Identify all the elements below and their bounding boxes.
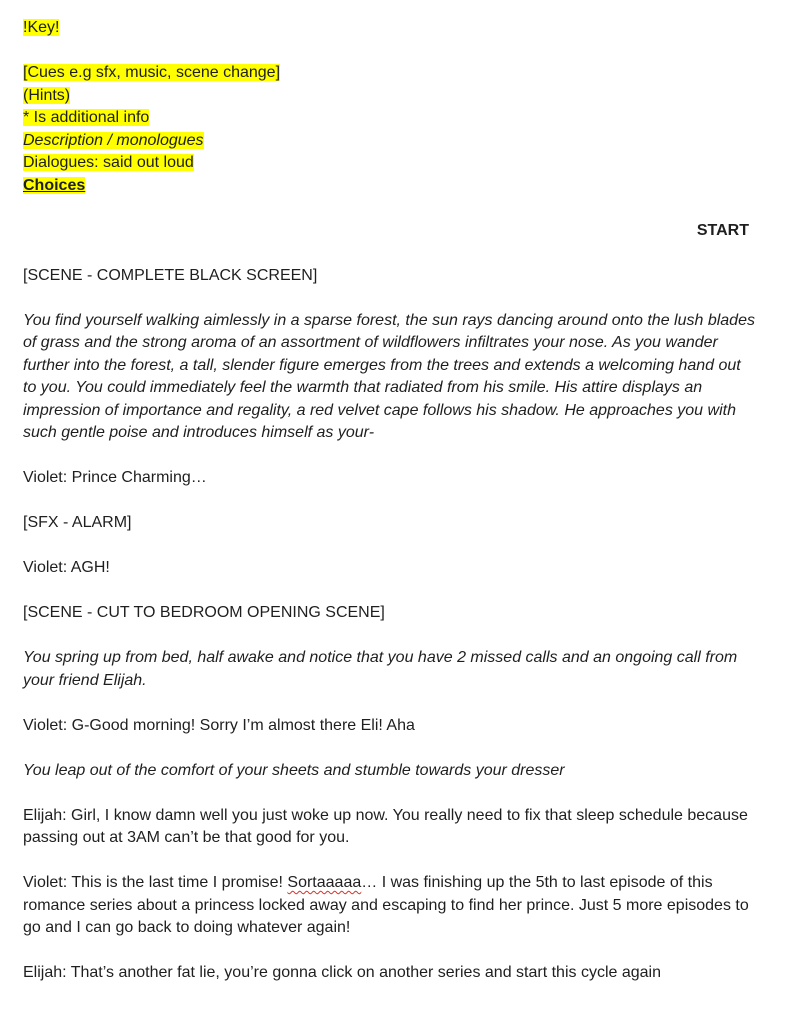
key-item-dialogues: [23, 152, 755, 175]
spacer: [23, 940, 755, 963]
key-item-additional-info-text: * Is additional info: [23, 109, 150, 126]
key-item-choices: [23, 175, 755, 198]
key-item-description-text: Description / monologues: [23, 131, 204, 149]
key-item-cues: [23, 62, 755, 85]
dialogue-text-after: … I was finishing up the 5th to last episode of this romance series about a princess locked away and escaping to find her prince. Just 5 more episodes to go and I can go back to doing whatever again!: [23, 874, 749, 936]
key-title: !Key!: [23, 19, 60, 36]
spacer: [23, 197, 755, 220]
dialogue-paragraph: Elijah: Girl, I know damn well you just woke up now. You really need to fix that sleep schedule because passing out at 3AM can’t be that good for you.: [23, 806, 748, 846]
spacer: [23, 782, 755, 805]
spacer: [23, 850, 755, 873]
dialogue-line: Violet: G-Good morning! Sorry I’m almost there Eli! Aha: [23, 716, 415, 734]
dialogue-paragraph: [23, 872, 755, 940]
dialogue-line: Violet: AGH!: [23, 559, 110, 576]
spacer: [23, 490, 755, 513]
description-paragraph: You leap out of the comfort of your sheets and stumble towards your dresser: [23, 761, 565, 779]
sfx-cue: [SFX - ALARM]: [23, 514, 132, 531]
key-item-hints-text: (Hints): [23, 86, 71, 104]
key-item-cues-text: [Cues e.g sfx, music, scene change]: [23, 64, 281, 81]
spellcheck-flagged-word[interactable]: Sortaaaaa: [287, 874, 362, 891]
start-heading: START: [696, 221, 749, 239]
key-item-hints: [23, 85, 755, 108]
spacer: [23, 625, 755, 648]
key-item-dialogues-text: Dialogues: said out loud: [23, 154, 194, 171]
key-item-choices-text: Choices: [23, 176, 86, 194]
dialogue-line: Elijah: That’s another fat lie, you’re gonna click on another series and start this cycle again: [23, 964, 661, 981]
spacer: [23, 580, 755, 603]
scene-cue: [SCENE - COMPLETE BLACK SCREEN]: [23, 266, 318, 284]
key-item-description: [23, 130, 755, 153]
dialogue-line: Violet: Prince Charming…: [23, 469, 207, 486]
spacer: [23, 737, 755, 760]
key-section: [23, 17, 755, 40]
spacer: [23, 535, 755, 558]
spacer: [23, 692, 755, 715]
dialogue-text-before: Violet: This is the last time I promise!: [23, 874, 288, 891]
description-paragraph: You find yourself walking aimlessly in a sparse forest, the sun rays dancing around onto the lush blades of grass and the strong aroma of an assortment of wildflowers infiltrates your nose. As you wander further into the forest, a tall, slender figure emerges from the trees and extends a welcoming hand out to you. You could immediately feel the warmth that radiated from his smile. His attire displays an impression of importance and regality, a red velvet cape follows his shadow. He approaches you with such gentle poise and introduces himself as your-: [23, 311, 755, 441]
scene-cue: [SCENE - CUT TO BEDROOM OPENING SCENE]: [23, 604, 385, 621]
spacer: [23, 40, 755, 63]
spacer: [23, 445, 755, 468]
key-item-additional-info: [23, 107, 755, 130]
description-paragraph: You spring up from bed, half awake and notice that you have 2 missed calls and an ongoing call from your friend Elijah.: [23, 649, 738, 689]
document-page: [23, 17, 755, 985]
spacer: [23, 242, 755, 265]
spacer: [23, 287, 755, 310]
